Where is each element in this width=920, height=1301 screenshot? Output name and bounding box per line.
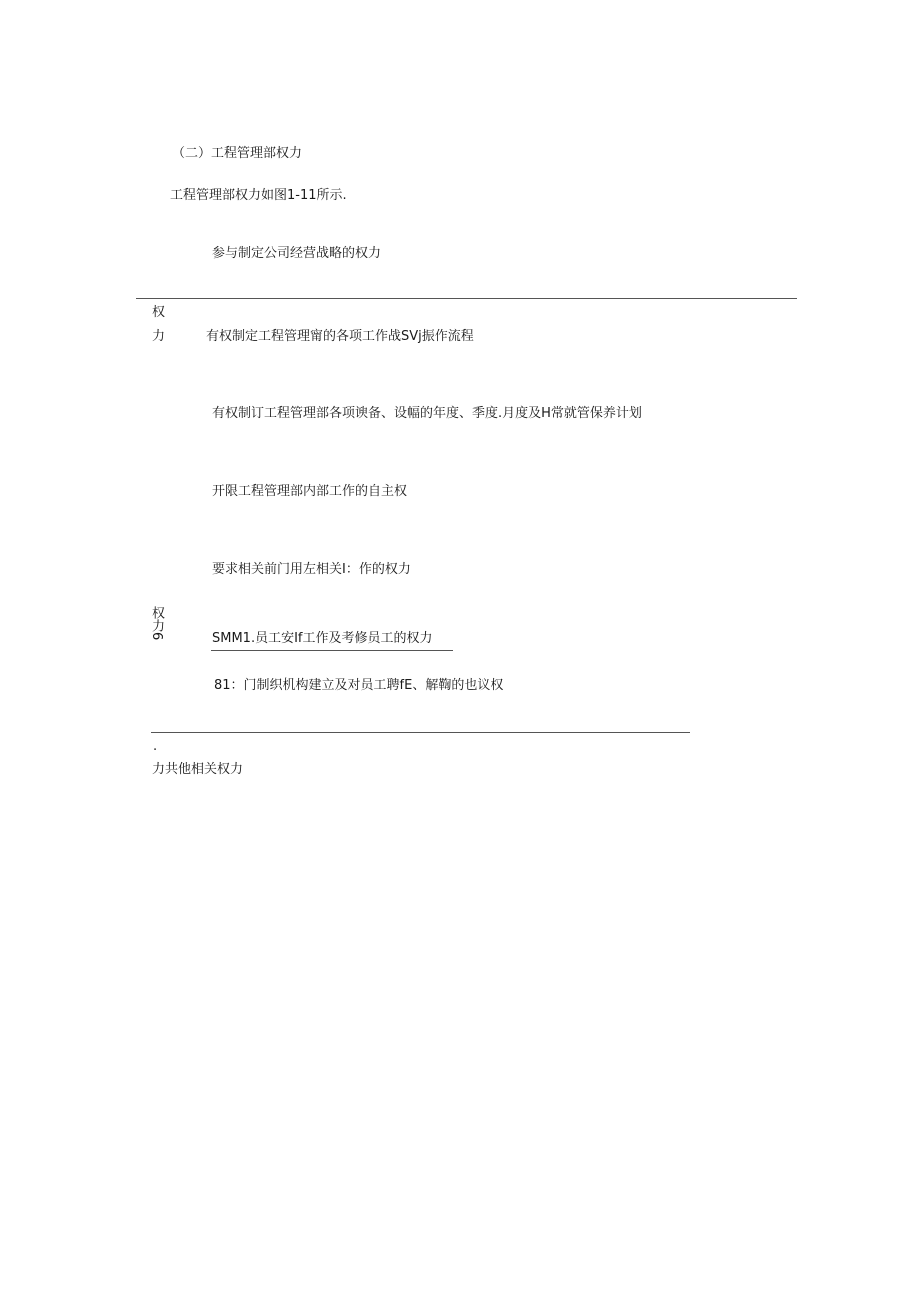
other-powers-label: 力共他相关权力 bbox=[152, 762, 244, 777]
left-label-li: 力 bbox=[152, 329, 166, 344]
left-label-dot: . bbox=[153, 739, 158, 754]
top-divider bbox=[136, 298, 797, 299]
vertical-label: 权力6 bbox=[149, 606, 164, 641]
intro-paragraph: 工程管理部权力如图1-11所示. bbox=[170, 188, 347, 203]
power-item-7: 81：门制织机构建立及对员工聘fE、解鞫的也议权 bbox=[214, 678, 504, 693]
left-label-quan: 权 bbox=[152, 305, 166, 320]
power-item-4: 开限工程管理部内部工作的自主权 bbox=[212, 484, 408, 499]
power-item-1: 参与制定公司经营战略的权力 bbox=[212, 246, 382, 261]
power-item-3: 有权制订工程管理部各项谀备、设幅的年度、季度.月度及H常就管保养计划 bbox=[212, 406, 642, 421]
power-item-6: SMM1.员工安If工作及考修员工的权力 bbox=[212, 631, 433, 646]
bottom-divider bbox=[151, 732, 690, 733]
power-item-2: 有权制定工程管理甯的各项工作战SVj振作流程 bbox=[206, 329, 474, 344]
power-item-5: 要求相关前门用左相关I：作的权力 bbox=[212, 562, 411, 577]
section-heading: （二）工程管理部权力 bbox=[172, 146, 303, 161]
item-6-underline bbox=[211, 650, 453, 651]
